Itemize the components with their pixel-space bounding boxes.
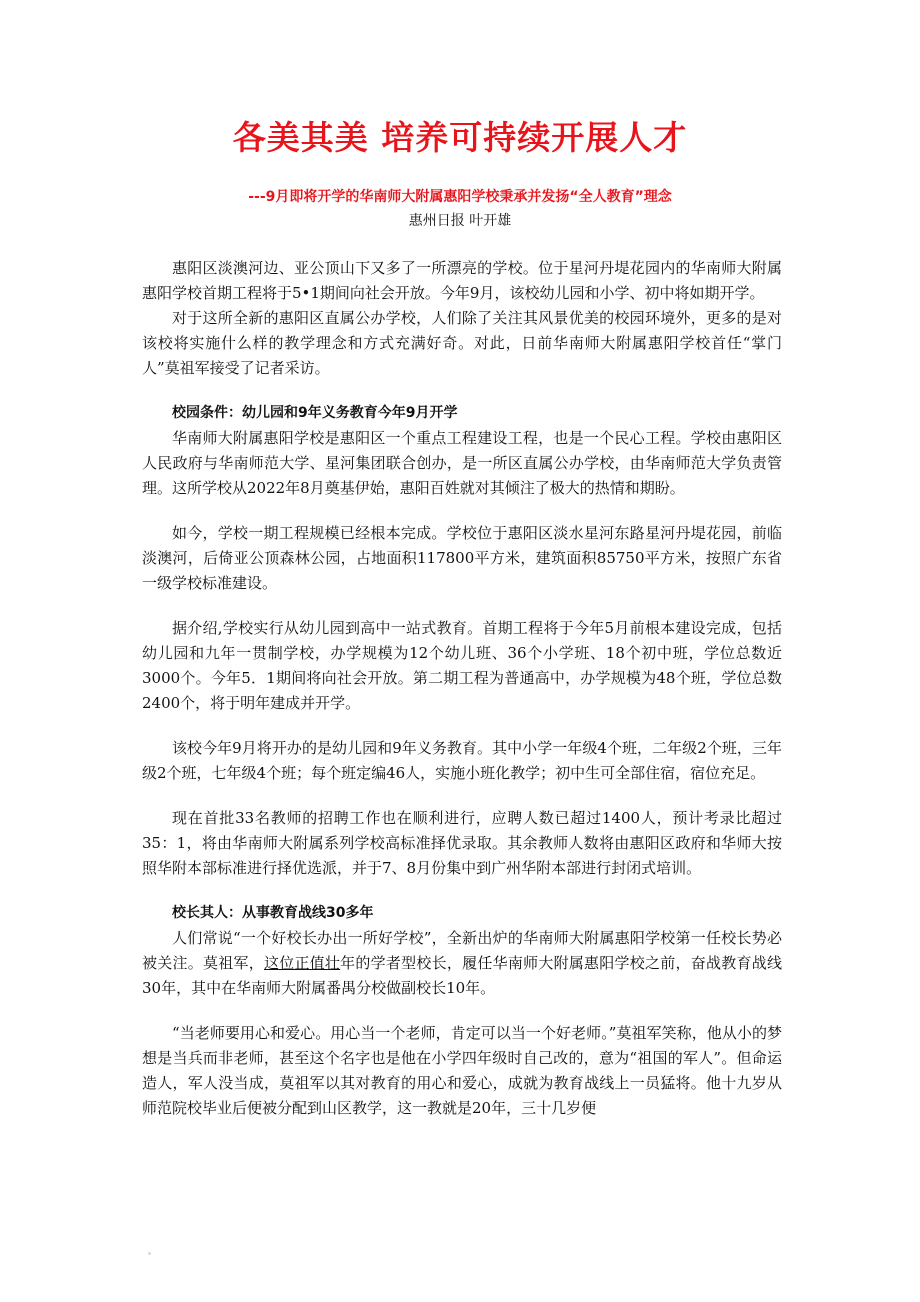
paragraph: 据介绍,学校实行从幼儿园到高中一站式教育。首期工程将于今年5月前根本建设完成，包括幼儿园和九年一贯制学校，办学规模为12个幼儿班、36个小学班、18个初中班，学位总数近3000个。今年5．1期间将向社会开放。第二期工程为普通高中，办学规模为48个班，学位总数2400个，将于明年建成并开学。 [142,619,782,712]
paragraph-text: 人们常说“一个好校长办出一所好学校”，全新出炉的华南师大附属惠阳学校第一任校长势必被关注。莫祖军， [142,929,782,972]
paragraph: 惠阳区淡澳河边、亚公顶山下又多了一所漂亮的学校。位于星河丹堤花园内的华南师大附属惠阳学校首期工程将于5•1期间向社会开放。今年9月，该校幼儿园和小学、初中将如期开学。 [142,259,782,302]
article-body [142,256,782,1121]
paragraph: “当老师要用心和爱心。用心当一个老师，肯定可以当一个好老师。”莫祖军笑称，他从小的梦想是当兵而非老师，甚至这个名字也是他在小学四年级时自己改的，意为“祖国的军人”。但命运造人，军人没当成，莫祖军以其对教育的用心和爱心，成就为教育战线上一员猛将。他十九岁从师范院校毕业后便被分配到山区教学，这一教就是20年，三十几岁便 [142,1024,782,1117]
section-heading-campus: 校园条件：幼儿园和9年义务教育今年9月开学 [172,405,458,421]
paragraph: 该校今年9月将开办的是幼儿园和9年义务教育。其中小学一年级4个班，二年级2个班，三年级2个班，七年级4个班；每个班定编46人，实施小班化教学；初中生可全部住宿，宿位充足。 [142,739,782,782]
paragraph: 华南师大附属惠阳学校是惠阳区一个重点工程建设工程，也是一个民心工程。学校由惠阳区人民政府与华南师范大学、星河集团联合创办，是一所区直属公办学校，由华南师范大学负责管理。这所学校从2022年8月奠基伊始，惠阳百姓就对其倾注了极大的热情和期盼。 [142,429,782,497]
paragraph: 如今，学校一期工程规模已经根本完成。学校位于惠阳区淡水星河东路星河丹堤花园，前临淡澳河，后倚亚公顶森林公园，占地面积117800平方米，建筑面积85750平方米，按照广东省一级学校标准建设。 [142,524,782,592]
section-heading-principal: 校长其人：从事教育战线30多年 [172,905,374,921]
page-mark [148,1252,151,1255]
paragraph [142,926,782,1001]
article-byline: 惠州日报 叶开雄 [408,213,512,229]
article-subtitle: ---9月即将开学的华南师大附属惠阳学校秉承并发扬“全人教育”理念 [248,189,672,205]
paragraph: 对于这所全新的惠阳区直属公办学校，人们除了关注其风景优美的校园环境外，更多的是对该校将实施什么样的教学理念和方式充满好奇。对此，日前华南师大附属惠阳学校首任“掌门人”莫祖军接受了记者采访。 [142,309,782,377]
paragraph-text: 年的学者型校长，履任华南师大附属惠阳学校之前，奋战教育战线30年，其中在华南师大附属番禺分校做副校长10年。 [142,954,782,997]
article-title: 各美其美 培养可持续开展人才 [232,118,688,157]
paragraph: 现在首批33名教师的招聘工作也在顺利进行，应聘人数已超过1400人，预计考录比超过35：1，将由华南师大附属系列学校高标准择优录取。其余教师人数将由惠阳区政府和华师大按照华附本部标准进行择优选派，并于7、8月份集中到广州华附本部进行封闭式培训。 [142,809,782,877]
underlined-text: 这位正值壮 [263,954,341,972]
